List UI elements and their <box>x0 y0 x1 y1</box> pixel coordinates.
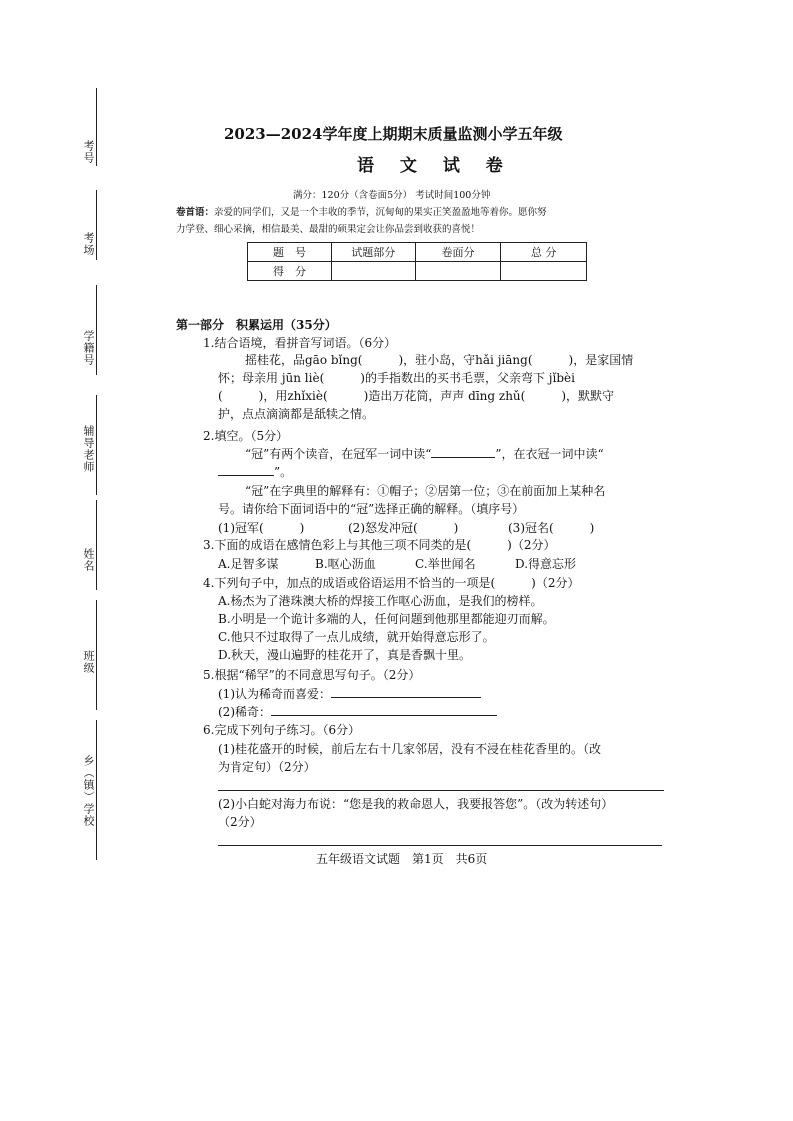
score-table-header-row <box>248 243 587 262</box>
cell-juanmian: 卷面分 <box>415 243 501 262</box>
label-fudao: 辅导老师 <box>82 425 95 473</box>
binding-line-4 <box>96 395 97 495</box>
q2-blank-1[interactable] <box>431 447 495 458</box>
binding-line-3 <box>96 285 97 375</box>
q4-option-d: D.秋天，漫山遍野的桂花开了，真是香飘十里。 <box>218 648 472 662</box>
q3-option-d: D.得意忘形 <box>515 557 577 571</box>
q6-a-line-1: (1)桂花盛开的时候，前后左右十几家邻居，没有不浸在桂花香里的。（改 <box>218 742 602 756</box>
q3-stem: 3.下面的成语在感情色彩上与其他三项不同类的是( )（2分） <box>203 538 556 552</box>
binding-line-1 <box>96 88 97 166</box>
q6-stem: 6.完成下列句子练习。（6分） <box>203 723 361 737</box>
q2-option-2: (2)怒发冲冠( ) <box>348 521 459 535</box>
q2-line-1 <box>245 445 604 462</box>
score-input-juanmian[interactable] <box>415 262 501 281</box>
q3-option-b: B.呕心沥血 <box>315 557 376 571</box>
q5-stem: 5.根据“稀罕”的不同意思写句子。（2分） <box>203 668 421 682</box>
binding-line-7 <box>96 720 97 860</box>
q2-line-4: 号。请你给下面词语中的“冠”选择正确的解释。（填序号） <box>218 502 525 516</box>
part1-heading: 第一部分 积累运用（35分） <box>176 318 337 332</box>
page-footer: 五年级语文试题 第1页 共6页 <box>316 852 488 866</box>
label-xuejihao: 学籍号 <box>82 330 95 366</box>
q5-a-text: (1)认为稀奇而喜爱： <box>218 687 331 701</box>
q2-option-3: (3)冠名( ) <box>508 521 595 535</box>
score-input-shiti[interactable] <box>331 262 415 281</box>
cell-zongfen: 总 分 <box>501 243 587 262</box>
intro-text-1: 亲爱的同学们，又是一个丰收的季节，沉甸甸的果实正笑盈盈地等着你。愿你努 <box>214 207 547 218</box>
exam-meta: 满分：120分（含卷面5分） 考试时间100分钟 <box>293 190 491 201</box>
q6-answer-line-b[interactable] <box>218 845 662 846</box>
score-table <box>247 242 587 281</box>
q6-b-line-2: （2分） <box>218 815 262 829</box>
intro-line-2: 力学登、细心采摘，相信最美、最甜的硕果定会让你品尝到收获的喜悦！ <box>176 224 481 235</box>
q6-b-line-1: (2)小白蛇对海力布说：“您是我的救命恩人，我要报答您”。（改为转述句） <box>218 797 614 811</box>
q6-a-line-2: 为肯定句）（2分） <box>218 760 316 774</box>
label-kaohao: 考号 <box>82 140 95 164</box>
exam-title: 2023—2024学年度上期期末质量监测小学五年级 <box>224 125 563 143</box>
q5-line-a <box>218 685 481 702</box>
q4-stem: 4.下列句子中，加点的成语或俗语运用不恰当的一项是( )（2分） <box>203 576 580 590</box>
q1-stem: 1.结合语境，看拼音写词语。（6分） <box>203 336 397 350</box>
score-table-score-row <box>248 262 587 281</box>
label-banji: 班级 <box>82 650 95 674</box>
label-xingming: 姓名 <box>82 548 95 572</box>
q4-option-c: C.他只不过取得了一点儿成绩，就开始得意忘形了。 <box>218 630 495 644</box>
binding-line-5 <box>96 500 97 590</box>
q3-option-c: C.举世闻名 <box>415 557 476 571</box>
q1-line-4: 护，点点滴滴都是舐犊之情。 <box>218 407 375 421</box>
q2-line-2 <box>218 463 292 480</box>
q5-blank-b[interactable] <box>271 705 497 716</box>
q1-line-2: 怀；母亲用 jūn liè( )的手指数出的买书毛票，父亲弯下 jǐbèi <box>218 371 575 385</box>
exam-subtitle: 语 文 试 卷 <box>357 156 513 176</box>
binding-line-2 <box>96 190 97 260</box>
q2-line-1a: “冠”有两个读音，在冠军一词中读“ <box>245 447 432 461</box>
q2-line-1b: ”，在衣冠一词中读“ <box>495 447 604 461</box>
q5-line-b <box>218 703 497 720</box>
label-xuexiao: 乡（镇）学校 <box>82 755 95 827</box>
cell-defen: 得 分 <box>248 262 332 281</box>
q3-option-a: A.足智多谋 <box>218 557 279 571</box>
q2-line-3: “冠”在字典里的解释有：①帽子；②居第一位；③在前面加上某种名 <box>245 484 606 498</box>
q5-blank-a[interactable] <box>331 687 481 698</box>
q1-line-1: 摇桂花，品gāo bǐng( )，驻小岛，守hǎi jiāng( )，是家国情 <box>245 353 634 367</box>
q1-line-3: ( )，用zhǐxiè( )造出万花筒，声声 dīng zhǔ( )，默默守 <box>218 389 615 403</box>
intro-line-1 <box>176 204 547 218</box>
binding-line-6 <box>96 600 97 710</box>
q2-option-1: (1)冠军( ) <box>218 521 305 535</box>
q2-blank-2[interactable] <box>218 465 274 476</box>
score-input-zongfen[interactable] <box>501 262 587 281</box>
intro-label: 卷首语： <box>176 207 215 218</box>
cell-shiti: 试题部分 <box>331 243 415 262</box>
q5-b-text: (2)稀奇： <box>218 705 271 719</box>
q4-option-a: A.杨杰为了港珠澳大桥的焊接工作呕心沥血，是我们的榜样。 <box>218 594 543 608</box>
label-kaochang: 考场 <box>82 232 95 256</box>
q6-answer-line-a[interactable] <box>218 790 664 791</box>
q4-option-b: B.小明是一个诡计多端的人，任何问题到他那里都能迎刃而解。 <box>218 612 555 626</box>
cell-tihao: 题 号 <box>248 243 332 262</box>
q2-line-2-text: ”。 <box>274 465 293 479</box>
q2-stem: 2.填空。（5分） <box>203 429 289 443</box>
